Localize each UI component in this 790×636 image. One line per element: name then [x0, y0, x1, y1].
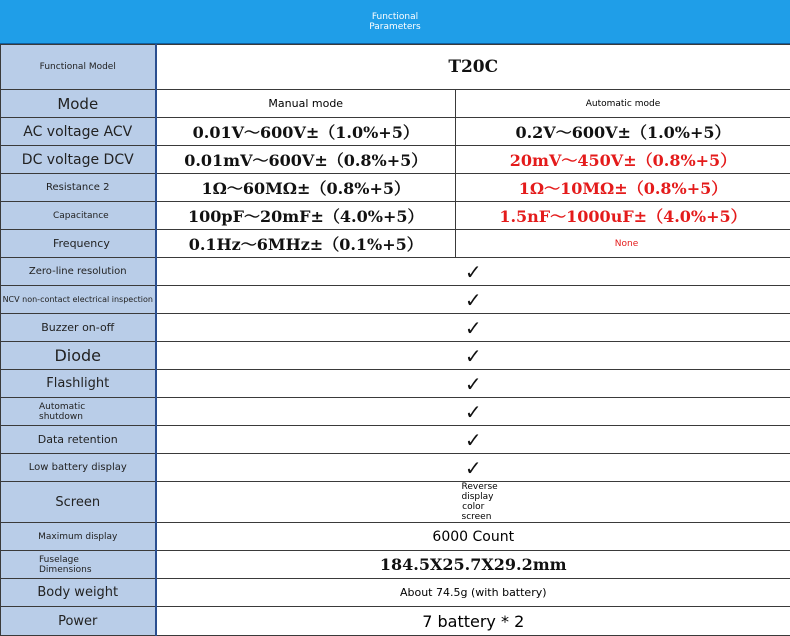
- check-icon: ✓: [156, 258, 790, 286]
- spec-label: Frequency: [1, 230, 156, 258]
- detail-value: About 74.5g (with battery): [156, 579, 790, 607]
- feature-label: Data retention: [1, 426, 156, 454]
- mode-manual: Manual mode: [156, 90, 456, 118]
- feature-label: Buzzer on-off: [1, 314, 156, 342]
- feature-row: [1, 398, 790, 426]
- check-icon: ✓: [156, 454, 790, 482]
- spec-automatic-value: 20mV～450V±（0.8%+5）: [456, 146, 790, 174]
- detail-row: [1, 523, 790, 551]
- feature-label: Diode: [1, 342, 156, 370]
- check-icon: ✓: [156, 398, 790, 426]
- feature-label: Zero-line resolution: [1, 258, 156, 286]
- detail-row: [1, 551, 790, 579]
- spec-row-resistance: [1, 174, 790, 202]
- check-icon: ✓: [156, 286, 790, 314]
- spec-manual-value: 100pF～20mF±（4.0%+5）: [156, 202, 456, 230]
- spec-row-capacitance: [1, 202, 790, 230]
- spec-row-dcv: [1, 146, 790, 174]
- spec-label: Capacitance: [1, 202, 156, 230]
- spec-manual-value: 0.01V～600V±（1.0%+5）: [156, 118, 456, 146]
- feature-label: Flashlight: [1, 370, 156, 398]
- spec-automatic-value: 1.5nF～1000uF±（4.0%+5）: [456, 202, 790, 230]
- feature-label: Automatic shutdown: [1, 398, 156, 426]
- detail-label: Power: [1, 607, 156, 636]
- feature-row: [1, 342, 790, 370]
- spec-label: DC voltage DCV: [1, 146, 156, 174]
- spec-automatic-value: 1Ω～10MΩ±（0.8%+5）: [456, 174, 790, 202]
- check-icon: ✓: [156, 426, 790, 454]
- check-icon: ✓: [156, 370, 790, 398]
- detail-value: 184.5X25.7X29.2mm: [156, 551, 790, 579]
- feature-row: [1, 258, 790, 286]
- spec-header: [0, 0, 790, 44]
- detail-row: [1, 607, 790, 636]
- detail-value: 6000 Count: [156, 523, 790, 551]
- feature-label: Low battery display: [1, 454, 156, 482]
- spec-label: AC voltage ACV: [1, 118, 156, 146]
- spec-manual-value: 0.1Hz～6MHz±（0.1%+5）: [156, 230, 456, 258]
- feature-row: [1, 454, 790, 482]
- mode-automatic: Automatic mode: [456, 90, 790, 118]
- spec-manual-value: 1Ω～60MΩ±（0.8%+5）: [156, 174, 456, 202]
- feature-row: [1, 426, 790, 454]
- feature-label: NCV non-contact electrical inspection: [1, 286, 156, 314]
- detail-label: Screen: [1, 482, 156, 523]
- spec-label: Resistance 2: [1, 174, 156, 202]
- spec-table: [0, 44, 790, 636]
- feature-row: [1, 314, 790, 342]
- detail-label: Maximum display: [1, 523, 156, 551]
- model-label: Functional Model: [1, 45, 156, 90]
- model-row: [1, 45, 790, 90]
- mode-label: Mode: [1, 90, 156, 118]
- feature-row: [1, 286, 790, 314]
- spec-manual-value: 0.01mV～600V±（0.8%+5）: [156, 146, 456, 174]
- detail-row: [1, 482, 790, 523]
- model-value: T20C: [156, 45, 790, 90]
- mode-row: [1, 90, 790, 118]
- check-icon: ✓: [156, 314, 790, 342]
- detail-value: Reverse display color screen: [156, 482, 790, 523]
- detail-value: 7 battery * 2: [156, 607, 790, 636]
- spec-automatic-value: None: [456, 230, 790, 258]
- feature-row: [1, 370, 790, 398]
- spec-row-acv: [1, 118, 790, 146]
- detail-label: Body weight: [1, 579, 156, 607]
- detail-label: Fuselage Dimensions: [1, 551, 156, 579]
- check-icon: ✓: [156, 342, 790, 370]
- detail-row: [1, 579, 790, 607]
- spec-automatic-value: 0.2V～600V±（1.0%+5）: [456, 118, 790, 146]
- spec-header-title: Functional Parameters: [360, 12, 430, 32]
- spec-row-frequency: [1, 230, 790, 258]
